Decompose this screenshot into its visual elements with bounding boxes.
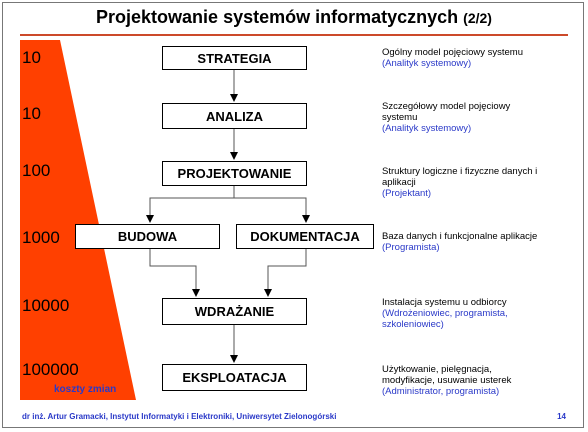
description-text: Instalacja systemu u odbiorcy [382, 297, 507, 308]
description-role: (Analityk systemowy) [382, 123, 472, 134]
description-projektowanie [382, 166, 568, 199]
description-text: Użytkowanie, pielęgnacja, modyfikacje, usuwanie usterek [382, 364, 512, 386]
cost-wedge [20, 40, 136, 400]
description-role: (Programista) [382, 242, 440, 253]
phase-projektowanie: PROJEKTOWANIE [162, 161, 307, 186]
cost-axis-label: koszty zmian [54, 384, 117, 395]
description-role: (Projektant) [382, 188, 432, 199]
cost-value-wdrazanie: 10000 [22, 296, 70, 315]
arrow-dokumentacja-wdrazanie [268, 249, 306, 296]
arrow-budowa-wdrazanie [150, 249, 196, 296]
description-text: Ogólny model pojęciowy systemu [382, 47, 523, 58]
description-role: (Analityk systemowy) [382, 58, 472, 69]
arrow-projektowanie-budowa [150, 186, 234, 222]
arrow-projektowanie-dokumentacja [234, 186, 306, 222]
description-role: (Administrator, programista) [382, 386, 500, 397]
cost-value-projektowanie: 100 [22, 161, 51, 180]
phase-strategia: STRATEGIA [162, 46, 307, 70]
description-role: (Wdrożeniowiec, programista, szkoleniowiec) [382, 308, 508, 330]
description-text: Struktury logiczne i fizyczne danych i aplikacji [382, 166, 538, 188]
description-text: Baza danych i funkcjonalne aplikacje [382, 231, 538, 242]
slide-title-part: (2/2) [463, 10, 492, 26]
cost-value-analiza: 10 [22, 104, 41, 123]
phase-wdrazanie: WDRAŻANIE [162, 298, 307, 325]
cost-value-budowa: 1000 [22, 228, 60, 247]
phase-dokumentacja: DOKUMENTACJA [236, 224, 374, 249]
description-text: Szczegółowy model pojęciowy systemu [382, 101, 511, 123]
phase-eksploatacja: EKSPLOATACJA [162, 364, 307, 391]
description-budowa [382, 231, 578, 253]
slide-title-text: Projektowanie systemów informatycznych [96, 7, 459, 27]
cost-value-eksploatacja: 100000 [22, 360, 79, 379]
description-eksploatacja [382, 364, 532, 397]
phase-budowa: BUDOWA [75, 224, 220, 249]
description-strategia [382, 47, 568, 69]
cost-value-strategia: 10 [22, 48, 41, 67]
slide-footer: dr inż. Artur Gramacki, Instytut Informatyki i Elektroniki, Uniwersytet Zielonogórski [22, 412, 337, 421]
description-analiza [382, 101, 522, 134]
page-number: 14 [557, 412, 566, 421]
phase-analiza: ANALIZA [162, 103, 307, 129]
description-wdrazanie [382, 297, 542, 330]
